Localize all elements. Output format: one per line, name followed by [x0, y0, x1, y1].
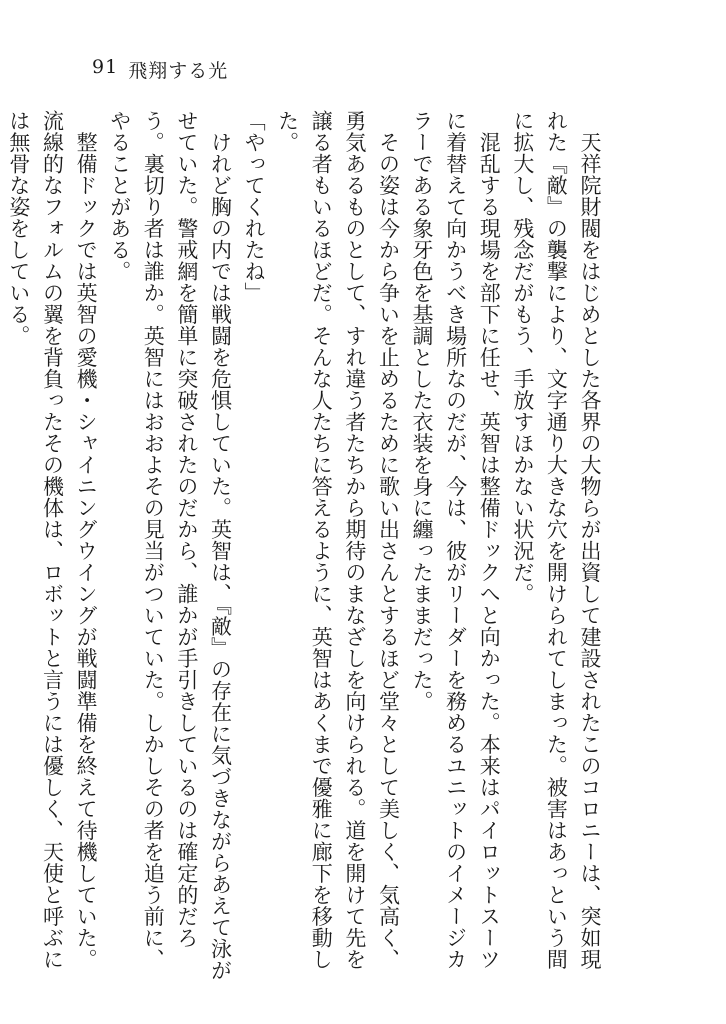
chapter-title: 飛翔する光	[128, 60, 229, 82]
vertical-body-text	[6, 110, 606, 990]
paragraph: けれど胸の内では戦闘を危惧していた。英智は、『敵』の存在に気づきながらあえて泳がせていた。警戒網を簡単に突破されたのだから、誰かが手引きしているのは確定的だろう。裏切り者は誰か。英智にはおおよその見当がついていた。しかしその者を追う前に、やることがある。	[107, 110, 233, 981]
paragraph: その姿は今から争いを止めるために歌い出さんとするほど堂々として美しく、気高く、勇気あるものとして、すれ違う者たちから期待のまなざしを向けられる。道を開けて先を譲る者もいるほどだ。そんな人たちに答えるように、英智はあくまで優雅に廊下を移動した。	[275, 110, 401, 970]
dialogue-line: 「やってくれたね」	[242, 110, 267, 304]
page-header	[92, 56, 228, 83]
page-number: 91	[92, 56, 119, 78]
paragraph: 混乱する現場を部下に任せ、英智は整備ドックへと向かった。本来はパイロットスーツに着替えて向かうべき場所なのだが、今は、彼がリーダーを務めるユニットのイメージカラーである象牙色を基調とした衣装を身に纏ったままだった。	[410, 110, 502, 970]
paragraph: 整備ドックでは英智の愛機・シャイニングウイングが戦闘準備を終えて待機していた。流線的なフォルムの翼を背負ったその機体は、ロボットと言うには優しく、天使と呼ぶには無骨な姿をしている。	[6, 110, 99, 970]
paragraph: 天祥院財閥をはじめとした各界の大物らが出資して建設されたこのコロニーは、突如現れた『敵』の襲撃により、文字通り大きな穴を開けられてしまった。被害はあっという間に拡大し、残念だがもう、手放すほかない状況だ。	[510, 110, 602, 970]
